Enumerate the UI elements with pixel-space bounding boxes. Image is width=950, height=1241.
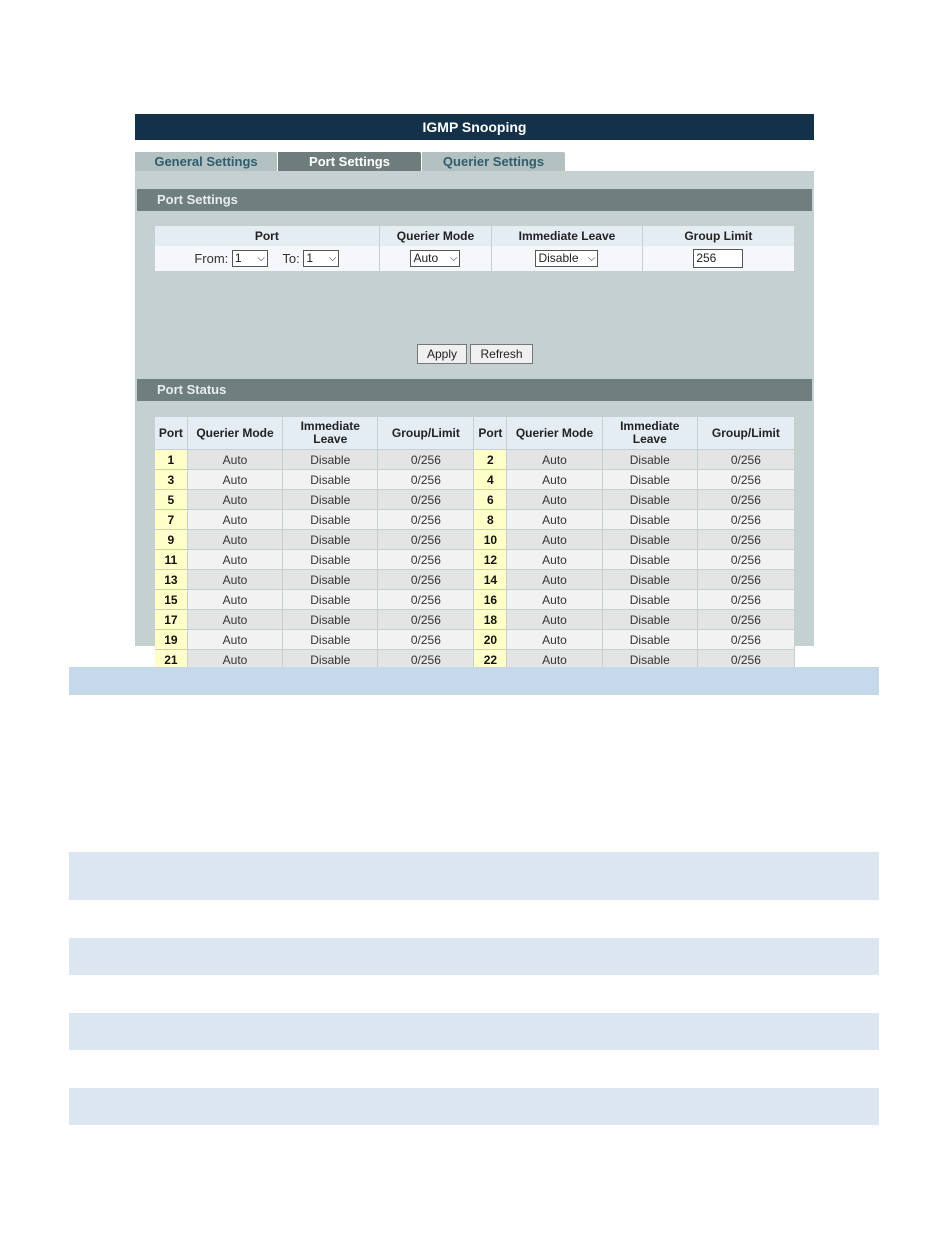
status-header-immediate-leave: Immediate Leave <box>283 417 378 450</box>
from-port-select[interactable] <box>232 250 268 267</box>
table-row <box>155 570 795 590</box>
group-limit-cell: 0/256 <box>378 470 474 490</box>
port-cell: 18 <box>474 610 507 630</box>
group-limit-cell: 0/256 <box>697 470 794 490</box>
port-cell: 21 <box>155 650 187 670</box>
port-cell: 8 <box>474 510 507 530</box>
table-row <box>155 610 795 630</box>
immediate-leave-cell: Disable <box>283 550 378 570</box>
immediate-leave-cell: Disable <box>602 590 697 610</box>
immediate-leave-cell: Disable <box>602 450 697 470</box>
immediate-leave-cell: Disable <box>602 610 697 630</box>
querier-mode-cell: Auto <box>187 510 283 530</box>
querier-mode-cell: Auto <box>507 490 603 510</box>
querier-mode-cell: Auto <box>507 470 603 490</box>
from-label: From: <box>194 251 229 267</box>
page-title: IGMP Snooping <box>135 114 814 140</box>
group-limit-cell: 0/256 <box>378 530 474 550</box>
port-cell: 11 <box>155 550 187 570</box>
immediate-leave-cell: Disable <box>602 510 697 530</box>
immediate-leave-cell: Disable <box>283 590 378 610</box>
immediate-leave-cell: Disable <box>283 610 378 630</box>
port-status-rows <box>155 450 795 690</box>
status-header-port: Port <box>155 417 187 450</box>
port-cell: 6 <box>474 490 507 510</box>
group-limit-cell: 0/256 <box>697 550 794 570</box>
group-limit-cell: 0/256 <box>697 650 794 670</box>
port-header: Port <box>155 226 379 246</box>
immediate-leave-cell: Disable <box>283 630 378 650</box>
immediate-leave-cell: Disable <box>283 530 378 550</box>
port-cell: 5 <box>155 490 187 510</box>
group-limit-cell: 0/256 <box>378 630 474 650</box>
querier-mode-cell: Auto <box>187 570 283 590</box>
port-cell: 15 <box>155 590 187 610</box>
group-limit-input[interactable]: 256 <box>693 249 743 268</box>
immediate-leave-cell: Disable <box>602 650 697 670</box>
immediate-leave-cell: Disable <box>602 570 697 590</box>
immediate-leave-cell: Disable <box>283 510 378 530</box>
group-limit-cell <box>642 246 794 271</box>
querier-mode-cell: Auto <box>187 530 283 550</box>
group-limit-cell: 0/256 <box>697 530 794 550</box>
group-limit-cell: 0/256 <box>378 650 474 670</box>
port-cell: 12 <box>474 550 507 570</box>
port-cell: 17 <box>155 610 187 630</box>
doc-table-band <box>69 938 879 975</box>
chevron-down-icon: ⌵ <box>328 253 337 265</box>
to-label: To: <box>282 251 300 267</box>
querier-mode-value: Auto <box>413 251 439 266</box>
group-limit-cell: 0/256 <box>378 570 474 590</box>
chevron-down-icon: ⌵ <box>587 253 596 265</box>
tab-bar <box>135 140 814 171</box>
doc-table-band <box>69 852 879 900</box>
port-cell: 9 <box>155 530 187 550</box>
querier-mode-cell: Auto <box>507 510 603 530</box>
group-limit-cell: 0/256 <box>378 490 474 510</box>
to-port-select[interactable] <box>303 250 339 267</box>
table-row <box>155 590 795 610</box>
port-cell: 19 <box>155 630 187 650</box>
to-port-value: 1 <box>306 251 314 266</box>
group-limit-cell: 0/256 <box>697 450 794 470</box>
status-header-querier-mode: Querier Mode <box>507 417 603 450</box>
port-cell: 1 <box>155 450 187 470</box>
group-limit-cell: 0/256 <box>378 590 474 610</box>
doc-table-band <box>69 1013 879 1050</box>
group-limit-cell: 0/256 <box>697 610 794 630</box>
table-row <box>155 550 795 570</box>
port-cell: 22 <box>474 650 507 670</box>
querier-mode-cell: Auto <box>507 610 603 630</box>
from-port-value: 1 <box>234 251 242 266</box>
table-row <box>155 630 795 650</box>
doc-table-header-band <box>69 667 879 695</box>
group-limit-cell: 0/256 <box>697 630 794 650</box>
table-row <box>155 510 795 530</box>
immediate-leave-cell: Disable <box>602 470 697 490</box>
tab-general-settings[interactable]: General Settings <box>135 152 277 171</box>
querier-mode-cell: Auto <box>187 470 283 490</box>
immediate-leave-value: Disable <box>538 251 579 266</box>
querier-mode-cell: Auto <box>187 450 283 470</box>
status-header-group-limit: Group/Limit <box>697 417 794 450</box>
immediate-leave-cell: Disable <box>602 550 697 570</box>
immediate-leave-cell: Disable <box>283 470 378 490</box>
group-limit-cell: 0/256 <box>697 490 794 510</box>
querier-mode-cell: Auto <box>187 610 283 630</box>
immediate-leave-cell: Disable <box>283 570 378 590</box>
immediate-leave-cell: Disable <box>283 450 378 470</box>
querier-mode-cell: Auto <box>187 490 283 510</box>
port-cell: 13 <box>155 570 187 590</box>
querier-mode-cell: Auto <box>507 550 603 570</box>
immediate-leave-cell: Disable <box>602 490 697 510</box>
group-limit-cell: 0/256 <box>697 590 794 610</box>
port-range-cell <box>155 246 379 271</box>
immediate-leave-cell: Disable <box>602 630 697 650</box>
querier-mode-cell: Auto <box>187 630 283 650</box>
querier-mode-cell <box>379 246 492 271</box>
group-limit-cell: 0/256 <box>378 610 474 630</box>
port-cell: 10 <box>474 530 507 550</box>
status-header-immediate-leave: Immediate Leave <box>602 417 697 450</box>
chevron-down-icon: ⌵ <box>449 253 458 265</box>
doc-table-band <box>69 1088 879 1125</box>
table-row <box>155 470 795 490</box>
group-limit-header: Group Limit <box>642 226 794 246</box>
port-cell: 2 <box>474 450 507 470</box>
group-limit-cell: 0/256 <box>378 550 474 570</box>
querier-mode-cell: Auto <box>187 650 283 670</box>
apply-button[interactable]: Apply <box>417 344 467 364</box>
port-cell: 20 <box>474 630 507 650</box>
immediate-leave-header: Immediate Leave <box>492 226 642 246</box>
group-limit-cell: 0/256 <box>378 510 474 530</box>
port-cell: 7 <box>155 510 187 530</box>
group-limit-cell: 0/256 <box>378 450 474 470</box>
tab-content <box>135 171 814 667</box>
querier-mode-cell: Auto <box>507 650 603 670</box>
querier-mode-cell: Auto <box>507 590 603 610</box>
querier-mode-cell: Auto <box>187 550 283 570</box>
immediate-leave-cell: Disable <box>283 490 378 510</box>
querier-mode-cell: Auto <box>507 630 603 650</box>
igmp-snooping-panel <box>135 114 814 667</box>
status-header-group-limit: Group/Limit <box>378 417 474 450</box>
querier-mode-cell: Auto <box>187 590 283 610</box>
tab-port-settings[interactable]: Port Settings <box>278 152 421 171</box>
port-settings-form <box>155 226 795 271</box>
querier-mode-cell: Auto <box>507 450 603 470</box>
table-row <box>155 450 795 470</box>
port-cell: 3 <box>155 470 187 490</box>
immediate-leave-cell: Disable <box>283 650 378 670</box>
port-cell: 4 <box>474 470 507 490</box>
querier-mode-select[interactable] <box>410 250 460 267</box>
table-row <box>155 490 795 510</box>
immediate-leave-cell: Disable <box>602 530 697 550</box>
group-limit-cell: 0/256 <box>697 510 794 530</box>
immediate-leave-select[interactable] <box>535 250 598 267</box>
status-header-port: Port <box>474 417 507 450</box>
port-status-table <box>155 417 795 689</box>
group-limit-cell: 0/256 <box>697 570 794 590</box>
table-row <box>155 530 795 550</box>
refresh-button[interactable]: Refresh <box>470 344 533 364</box>
port-settings-section-title: Port Settings <box>137 189 812 211</box>
port-cell: 16 <box>474 590 507 610</box>
status-header-querier-mode: Querier Mode <box>187 417 283 450</box>
querier-mode-header: Querier Mode <box>379 226 492 246</box>
tab-querier-settings[interactable]: Querier Settings <box>422 152 565 171</box>
chevron-down-icon: ⌵ <box>257 253 265 265</box>
querier-mode-cell: Auto <box>507 530 603 550</box>
port-status-section-title: Port Status <box>137 379 812 401</box>
querier-mode-cell: Auto <box>507 570 603 590</box>
immediate-leave-cell <box>492 246 642 271</box>
port-cell: 14 <box>474 570 507 590</box>
